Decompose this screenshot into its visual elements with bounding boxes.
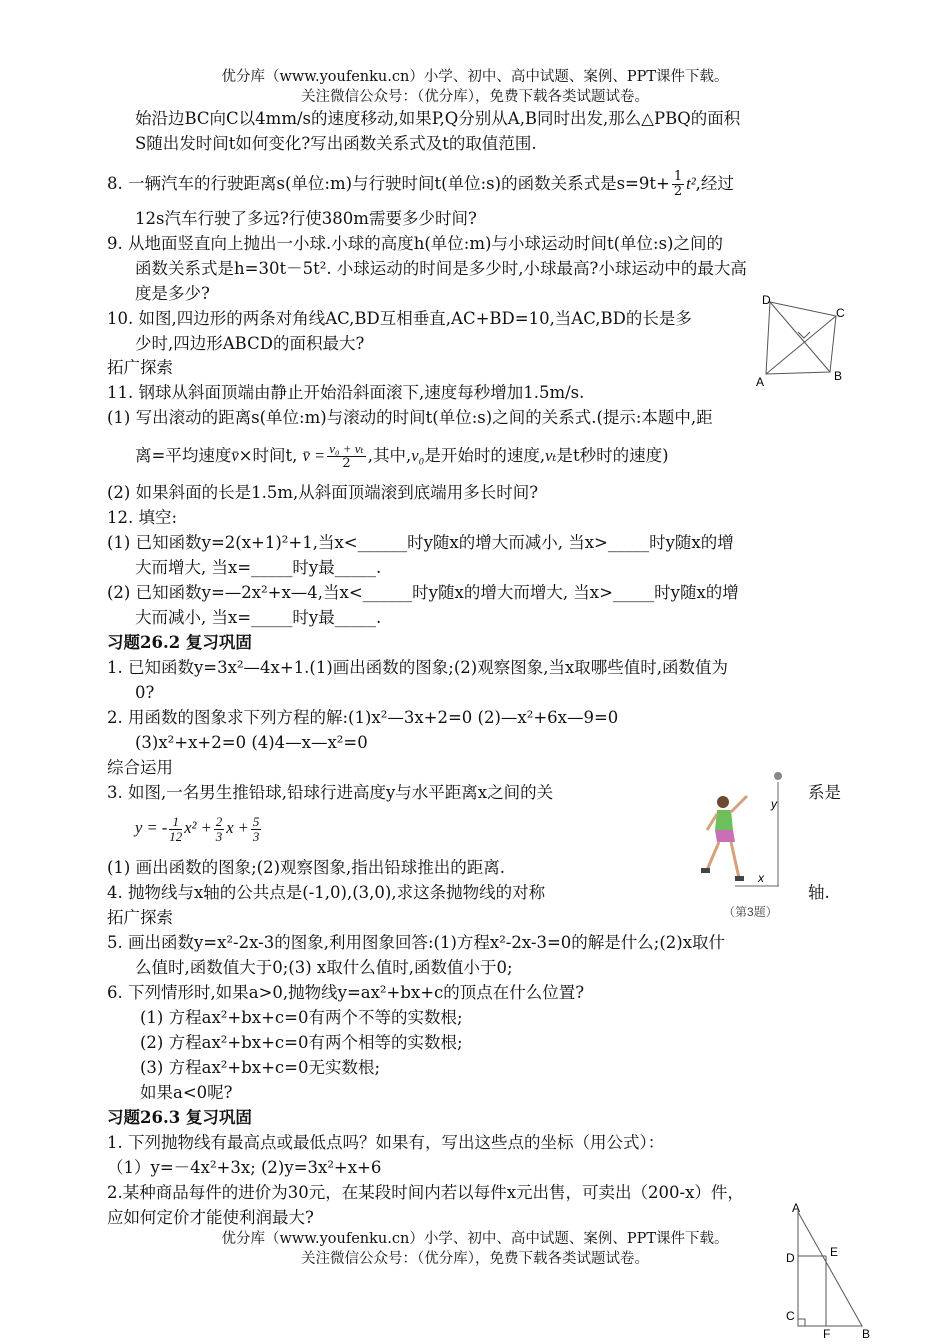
exercise-heading-26-3: 习题26.3 复习巩固: [107, 1108, 252, 1127]
text-line: 少时,四边形ABCD的面积最大?: [135, 334, 365, 353]
header-line-2: 关注微信公众号：（优分库），免费下载各类试题试卷。: [301, 89, 649, 105]
text-part: ,其中,: [367, 446, 412, 465]
exercise-2: 2. 用函数的图象求下列方程的解:(1)x²—3x+2=0 (2)—x²+6x—9=0: [107, 708, 619, 727]
label-a: A: [756, 375, 765, 389]
text-line: 函数关系式是h=30t－5t². 小球运动的时间是多少时,小球最高?小球运动中的最大高: [135, 259, 747, 278]
label-c: C: [836, 306, 845, 320]
label-c: C: [786, 1309, 795, 1323]
v-bar: v̄: [231, 446, 239, 465]
exercise-1: 1. 已知函数y=3x²—4x+1.(1)画出函数的图象;(2)观察图象,当x取哪些值时,函数值为: [107, 658, 729, 677]
question-10: 10. 如图,四边形的两条对角线AC,BD互相垂直,AC+BD=10,当AC,BD的长是多: [107, 309, 692, 328]
formula-part: x² +: [184, 818, 212, 837]
header-line-1: 优分库（www.youfenku.cn）小学、初中、高中试题、案例、PPT课件下载。: [221, 69, 729, 85]
text-line: (3)x²+x+2=0 (4)4—x—x²=0: [135, 733, 368, 752]
triangle-figure: [782, 1200, 882, 1340]
fraction-5-3: $\frac{5}{3}$: [252, 813, 260, 844]
question-12: 12. 填空:: [107, 508, 178, 527]
diagonal-ac: [766, 316, 836, 374]
formula-line: [135, 442, 669, 471]
text-line: 大而增大, 当x=_____时y最_____.: [135, 558, 382, 577]
shot-ball-icon: [774, 772, 782, 780]
athlete-icon: [701, 796, 747, 881]
footer-line-1: 优分库（www.youfenku.cn）小学、初中、高中试题、案例、PPT课件下载。: [221, 1231, 729, 1247]
text-line: 大而减小, 当x=_____时y最_____.: [135, 608, 382, 627]
fraction-avg-velocity: $\frac{\text{v₀ + vₜ}}{2}$: [329, 441, 364, 471]
label-b: B: [834, 369, 843, 383]
vt: vₜ: [545, 446, 557, 465]
label-a: A: [792, 1201, 801, 1215]
label-e: E: [830, 1245, 839, 1259]
text-line: 0?: [135, 683, 155, 702]
text-line: 应如何定价才能使利润最大?: [107, 1208, 314, 1227]
exercise-4: 4. 抛物线与x轴的公共点是(-1,0),(3,0),求这条抛物线的对称: [107, 883, 546, 902]
text-line: (1) 写出滚动的距离s(单位:m)与滚动的时间t(单位:s)之间的关系式.(提示:本题中,距: [107, 408, 713, 427]
text-line: (2) 如果斜面的长是1.5m,从斜面顶端滚到底端用多长时间?: [107, 483, 539, 502]
exercise-3: 3. 如图,一名男生推铅球,铅球行进高度y与水平距离x之间的关: [107, 783, 554, 802]
text-line: (1) 已知函数y=2(x+1)²+1,当x<______时y随x的增大而减小, 当x>_____时y随x的增: [107, 533, 734, 552]
label-d: D: [762, 293, 771, 307]
exercise-heading-26-2: 习题26.2 复习巩固: [107, 633, 252, 652]
section-heading: 综合运用: [107, 758, 173, 777]
axis-x-label: x: [758, 871, 764, 885]
v-bar-eq: v̄ =: [302, 446, 326, 465]
text-line: 如果a<0呢?: [140, 1083, 233, 1102]
fraction-half: $\frac{1}{2}$: [673, 169, 683, 199]
text-line: (1) 画出函数的图象;(2)观察图象,指出铅球推出的距离.: [107, 858, 506, 877]
t-squared: t²: [686, 174, 696, 193]
text-line: 始沿边BC向C以4mm/s的速度移动,如果P,Q分别从A,B同时出发,那么△PBQ的面积: [135, 109, 741, 128]
exercise-5: 5. 画出函数y=x²-2x-3的图象,利用图象回答:(1)方程x²-2x-3=0的解是什么;(2)x取什: [107, 933, 726, 952]
shot-put-figure: [695, 768, 805, 928]
text-line: 系是: [808, 783, 841, 802]
text-line: （1）y=－4x²+3x; (2)y=3x²+x+6: [107, 1158, 382, 1177]
text-line: 度是多少?: [135, 284, 210, 303]
footer-line-2: 关注微信公众号：（优分库），免费下载各类试题试卷。: [301, 1251, 649, 1267]
text-line: (1) 方程ax²+bx+c=0有两个不等的实数根;: [140, 1008, 463, 1027]
q8-text: 8. 一辆汽车的行驶距离s(单位:m)与行驶时间t(单位:s)的函数关系式是s=9t+: [107, 174, 670, 193]
label-f: F: [823, 1327, 831, 1340]
text-line: 轴.: [808, 883, 830, 902]
text-line: (2) 已知函数y=—2x²+x—4,当x<______时y随x的增大而增大, 当x>_____时y随x的增: [107, 583, 739, 602]
text-line: (3) 方程ax²+bx+c=0无实数根;: [140, 1058, 381, 1077]
v0: v₀: [411, 446, 425, 465]
axis-y-label: y: [771, 797, 777, 811]
text-line: 么值时,函数值大于0;(3) x取什么值时,函数值小于0;: [135, 958, 513, 977]
exercise-6: 6. 下列情形时,如果a>0,抛物线y=ax²+bx+c的顶点在什么位置?: [107, 983, 585, 1002]
formula-part: x +: [226, 818, 249, 837]
formula-part: y = -: [135, 818, 168, 837]
text-part: 是开始时的速度,: [424, 446, 546, 465]
text-part: ×时间t,: [238, 446, 298, 465]
text-part: 离=平均速度: [135, 446, 232, 465]
label-d: D: [786, 1251, 795, 1265]
q8-text-end: ,经过: [695, 174, 734, 193]
question-11: 11. 钢球从斜面顶端由静止开始沿斜面滚下,速度每秒增加1.5m/s.: [107, 383, 585, 402]
exercise-2: 2.某种商品每件的进价为30元，在某段时间内若以每件x元出售，可卖出（200-x）件，: [107, 1183, 744, 1202]
shot-put-formula: [135, 810, 263, 846]
section-heading: 拓广探索: [107, 358, 173, 377]
exercise-1: 1. 下列抛物线有最高点或最低点吗？如果有，写出这些点的坐标（用公式）：: [107, 1133, 665, 1152]
fraction-1-12: $\frac{1}{12}$: [169, 813, 183, 844]
fraction-2-3: $\frac{2}{3}$: [215, 813, 223, 844]
label-b: B: [862, 1327, 871, 1340]
section-heading: 拓广探索: [107, 908, 173, 927]
figure-caption: （第3题）: [723, 905, 778, 919]
text-line: (2) 方程ax²+bx+c=0有两个相等的实数根;: [140, 1033, 463, 1052]
text-part: 是t秒时的速度): [556, 446, 669, 465]
text-line: 12s汽车行驶了多远?行使380m需要多少时间?: [135, 209, 477, 228]
text-line: S随出发时间t如何变化?写出函数关系式及t的取值范围.: [135, 134, 537, 153]
question-8: [107, 170, 734, 199]
quadrilateral-figure: [748, 290, 858, 390]
question-9: 9. 从地面竖直向上抛出一小球.小球的高度h(单位:m)与小球运动时间t(单位:s)之间的: [107, 234, 723, 253]
